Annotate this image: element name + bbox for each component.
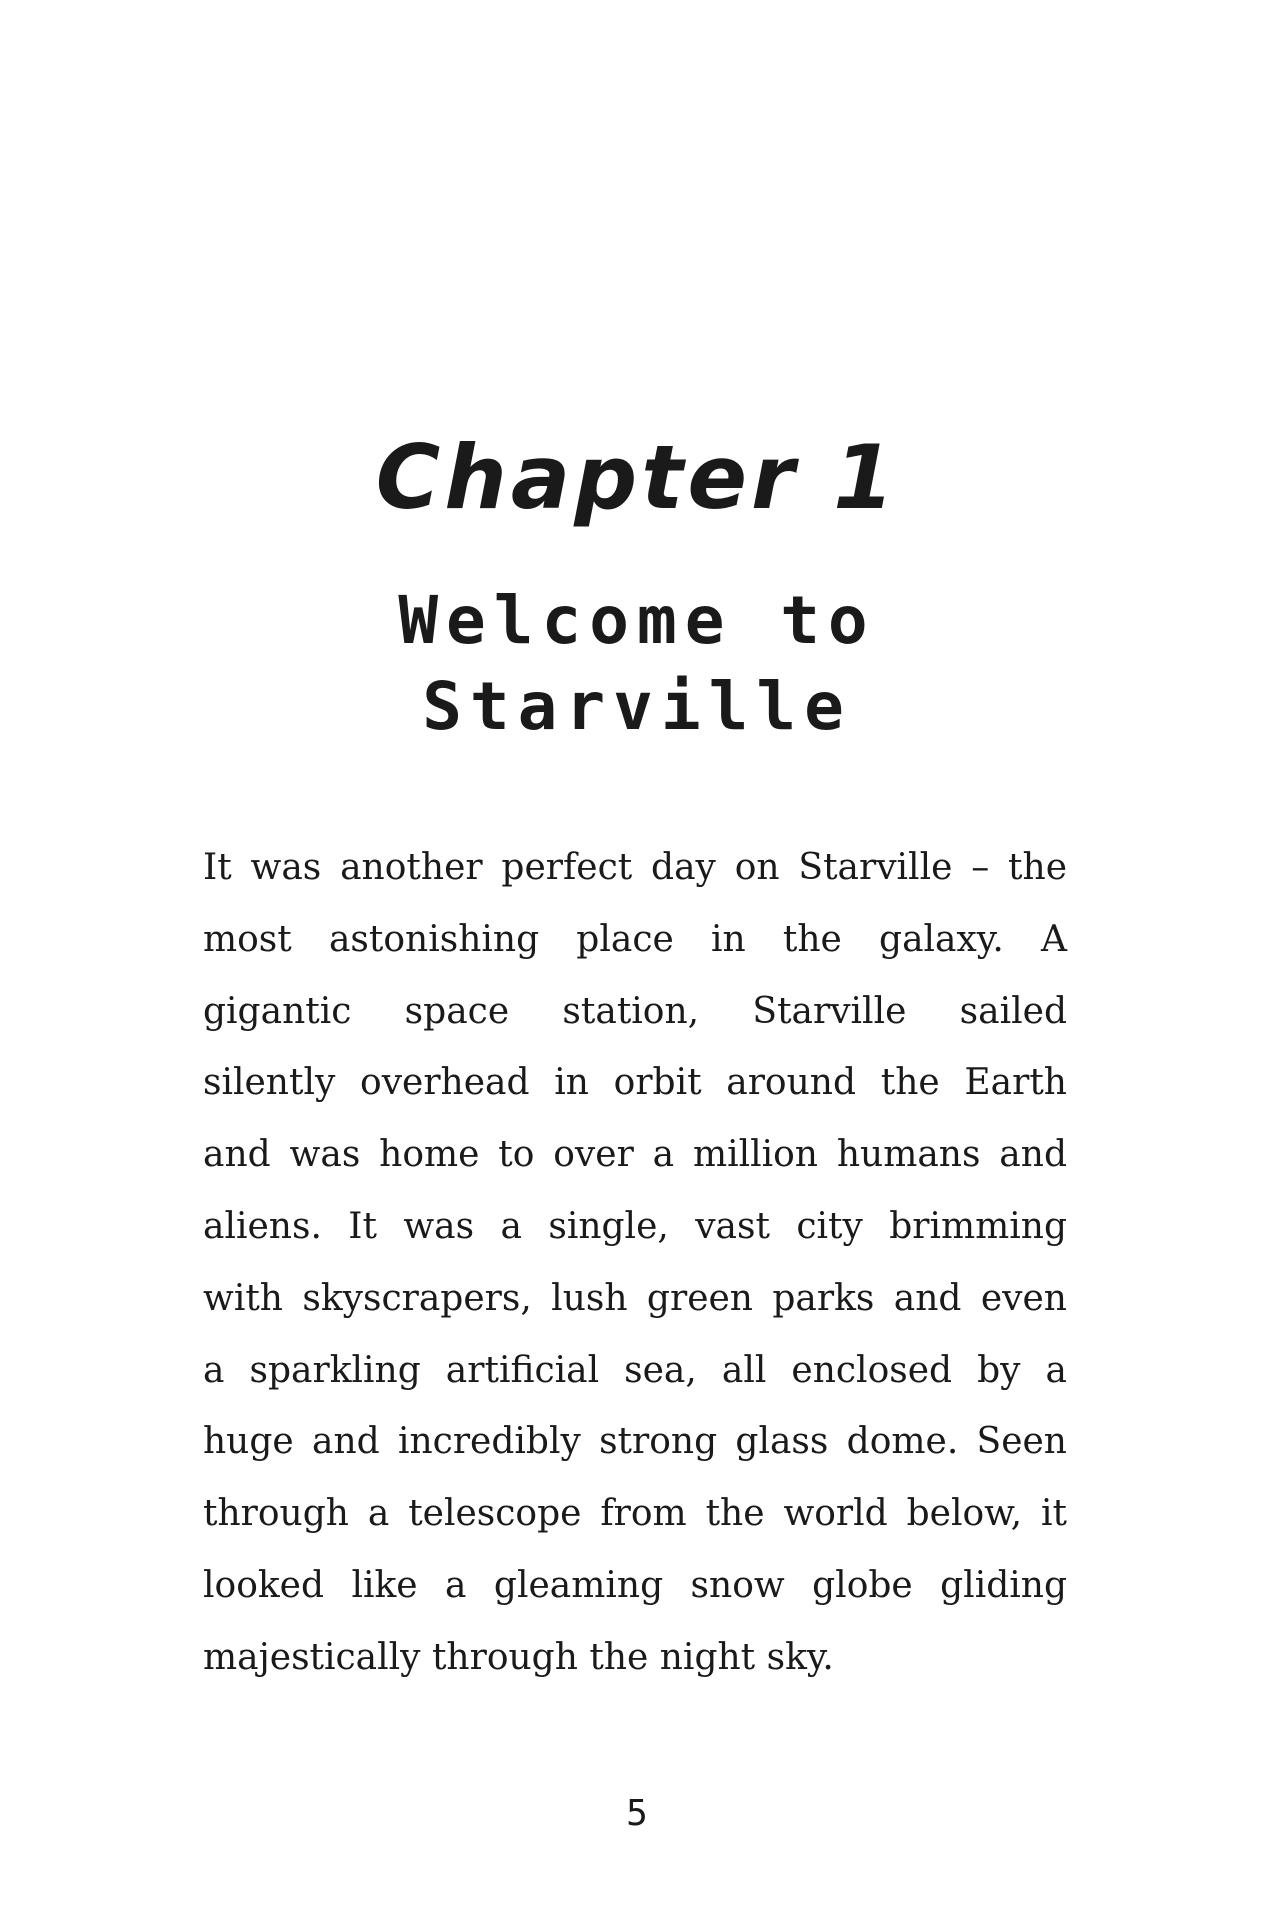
paragraph-line: and was home to over a million humans and [203, 1134, 1067, 1176]
paragraph-line: looked like a gleaming snow globe gliding [203, 1564, 1067, 1606]
page-number: 5 [626, 1793, 648, 1834]
paragraph-line: It was another perfect day on Starville – the [203, 847, 1067, 888]
paragraph-line: aliens. It was a single, vast city brimming [203, 1205, 1067, 1247]
paragraph-line: silently overhead in orbit around the Earth [203, 1062, 1067, 1104]
body-paragraph [203, 832, 1067, 1694]
paragraph-line: with skyscrapers, lush green parks and even [203, 1277, 1067, 1319]
paragraph-line: a sparkling artificial sea, all enclosed by a [203, 1349, 1067, 1391]
chapter-number-heading: Chapter 1 [375, 426, 899, 529]
chapter-title-line: Starville [422, 668, 852, 745]
paragraph-line: huge and incredibly strong glass dome. Seen [203, 1421, 1067, 1463]
chapter-title-line: Welcome to [398, 582, 876, 659]
paragraph-line: through a telescope from the world below, it [203, 1493, 1067, 1535]
chapter-title [0, 578, 1274, 750]
paragraph-line: majestically through the night sky. [203, 1636, 834, 1678]
paragraph-line: most astonishing place in the galaxy. A [203, 918, 1067, 960]
paragraph-line: gigantic space station, Starville sailed [203, 990, 1067, 1032]
